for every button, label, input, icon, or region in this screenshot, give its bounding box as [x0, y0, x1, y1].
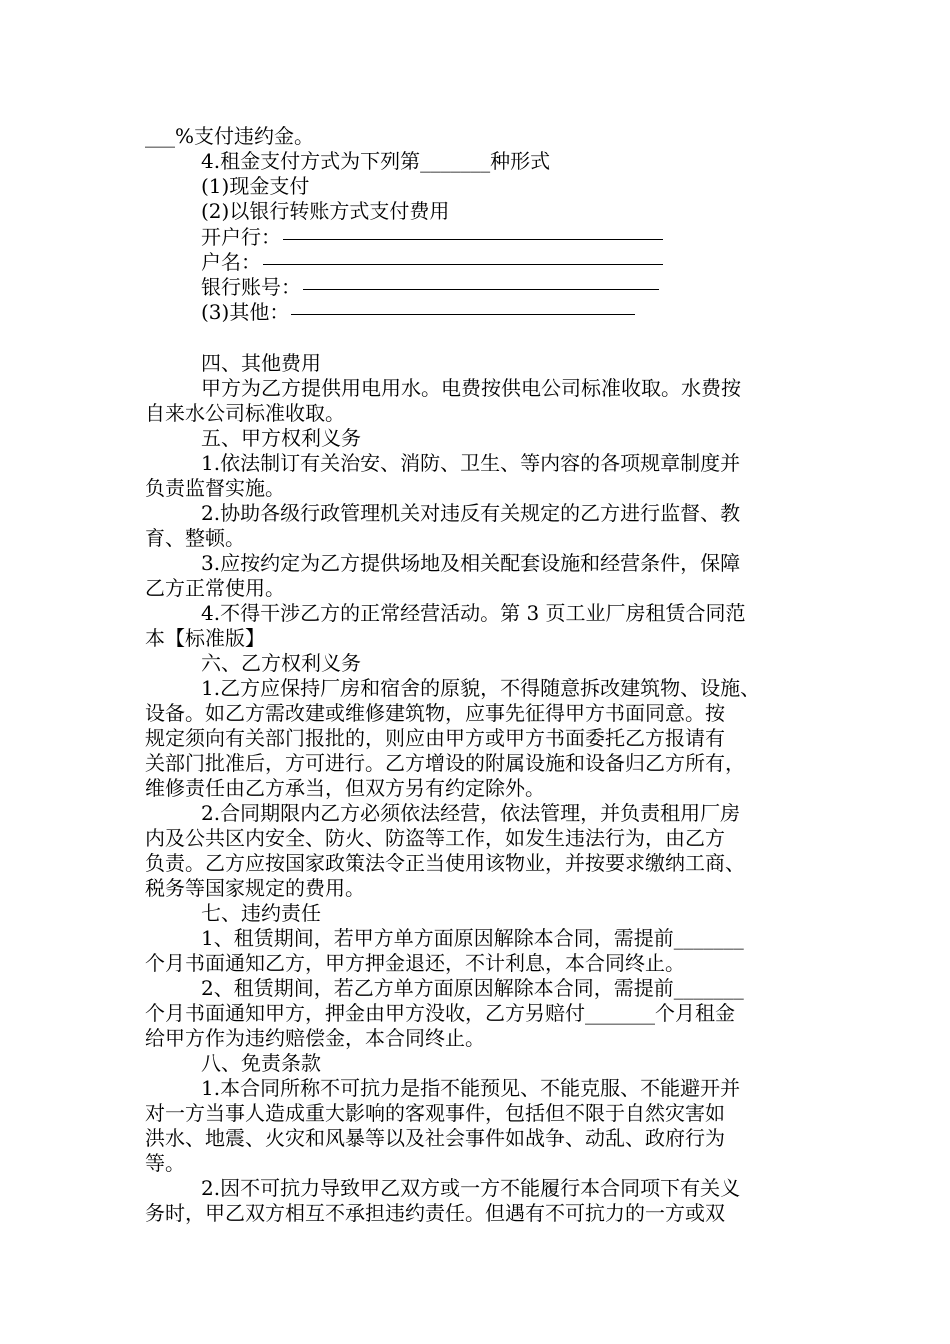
section-heading: 八、免责条款	[201, 1051, 321, 1075]
text-line: 维修责任由乙方承当，但双方另有约定除外。	[145, 776, 545, 800]
text-line: (1)现金支付	[201, 174, 310, 198]
blank-underline	[303, 288, 659, 290]
text-line: 给甲方作为违约赔偿金，本合同终止。	[145, 1026, 485, 1050]
text-line: (2)以银行转账方式支付费用	[201, 199, 450, 223]
text-line: 等。	[145, 1151, 185, 1175]
section-heading: 四、其他费用	[201, 351, 321, 375]
text-line: 3.应按约定为乙方提供场地及相关配套设施和经营条件，保障	[201, 551, 741, 575]
text-line: 1.本合同所称不可抗力是指不能预见、不能克服、不能避开并	[201, 1076, 741, 1100]
blank-underline	[263, 263, 663, 265]
text-line: ___%支付违约金。	[145, 124, 315, 148]
text-line: 4.不得干涉乙方的正常经营活动。第 3 页工业厂房租赁合同范	[201, 601, 746, 625]
text-line: 2.协助各级行政管理机关对违反有关规定的乙方进行监督、教	[201, 501, 741, 525]
text-line: 个月书面通知乙方，甲方押金退还，不计利息，本合同终止。	[145, 951, 685, 975]
account-name-row	[201, 250, 881, 275]
other-label: (3)其他：	[201, 300, 290, 324]
text-line: 设备。如乙方需改建或维修建筑物，应事先征得甲方书面同意。按	[145, 701, 725, 725]
account-name-label: 户名：	[201, 250, 261, 274]
section-heading: 五、甲方权利义务	[201, 426, 361, 450]
text-line: 个月书面通知甲方，押金由甲方没收，乙方另赔付_______个月租金	[145, 1001, 735, 1025]
text-line: 2.因不可抗力导致甲乙双方或一方不能履行本合同项下有关义	[201, 1176, 741, 1200]
account-number-label: 银行账号：	[201, 275, 301, 299]
text-line: 对一方当事人造成重大影响的客观事件，包括但不限于自然灾害如	[145, 1101, 725, 1125]
text-line: 洪水、地震、火灾和风暴等以及社会事件如战争、动乱、政府行为	[145, 1126, 725, 1150]
text-line: 关部门批准后，方可进行。乙方增设的附属设施和设备归乙方所有，	[145, 751, 745, 775]
text-line: 本【标准版】	[145, 626, 265, 650]
text-line: 1.依法制订有关治安、消防、卫生、等内容的各项规章制度并	[201, 451, 741, 475]
text-line: 4.租金支付方式为下列第_______种形式	[201, 149, 551, 173]
other-row	[201, 300, 881, 325]
text-line: 1.乙方应保持厂房和宿舍的原貌，不得随意拆改建筑物、设施、	[201, 676, 761, 700]
blank-underline	[291, 313, 635, 315]
account-number-row	[201, 275, 881, 300]
text-line: 负责监督实施。	[145, 476, 285, 500]
text-line: 内及公共区内安全、防火、防盗等工作，如发生违法行为，由乙方	[145, 826, 725, 850]
text-line: 乙方正常使用。	[145, 576, 285, 600]
text-line: 2.合同期限内乙方必须依法经营，依法管理，并负责租用厂房	[201, 801, 741, 825]
section-heading: 六、乙方权利义务	[201, 651, 361, 675]
blank-underline	[283, 238, 663, 240]
text-line: 1、租赁期间，若甲方单方面原因解除本合同，需提前_______	[201, 926, 744, 950]
text-line: 自来水公司标准收取。	[145, 401, 345, 425]
bank-name-row	[201, 225, 881, 250]
text-line: 2、租赁期间，若乙方单方面原因解除本合同，需提前_______	[201, 976, 744, 1000]
text-line: 规定须向有关部门报批的，则应由甲方或甲方书面委托乙方报请有	[145, 726, 725, 750]
text-line: 税务等国家规定的费用。	[145, 876, 365, 900]
text-line: 育、整顿。	[145, 526, 245, 550]
text-line: 务时，甲乙双方相互不承担违约责任。但遇有不可抗力的一方或双	[145, 1201, 725, 1225]
section-heading: 七、违约责任	[201, 901, 321, 925]
text-line: 甲方为乙方提供用电用水。电费按供电公司标准收取。水费按	[201, 376, 741, 400]
text-line: 负责。乙方应按国家政策法令正当使用该物业，并按要求缴纳工商、	[145, 851, 745, 875]
bank-name-label: 开户行：	[201, 225, 281, 249]
